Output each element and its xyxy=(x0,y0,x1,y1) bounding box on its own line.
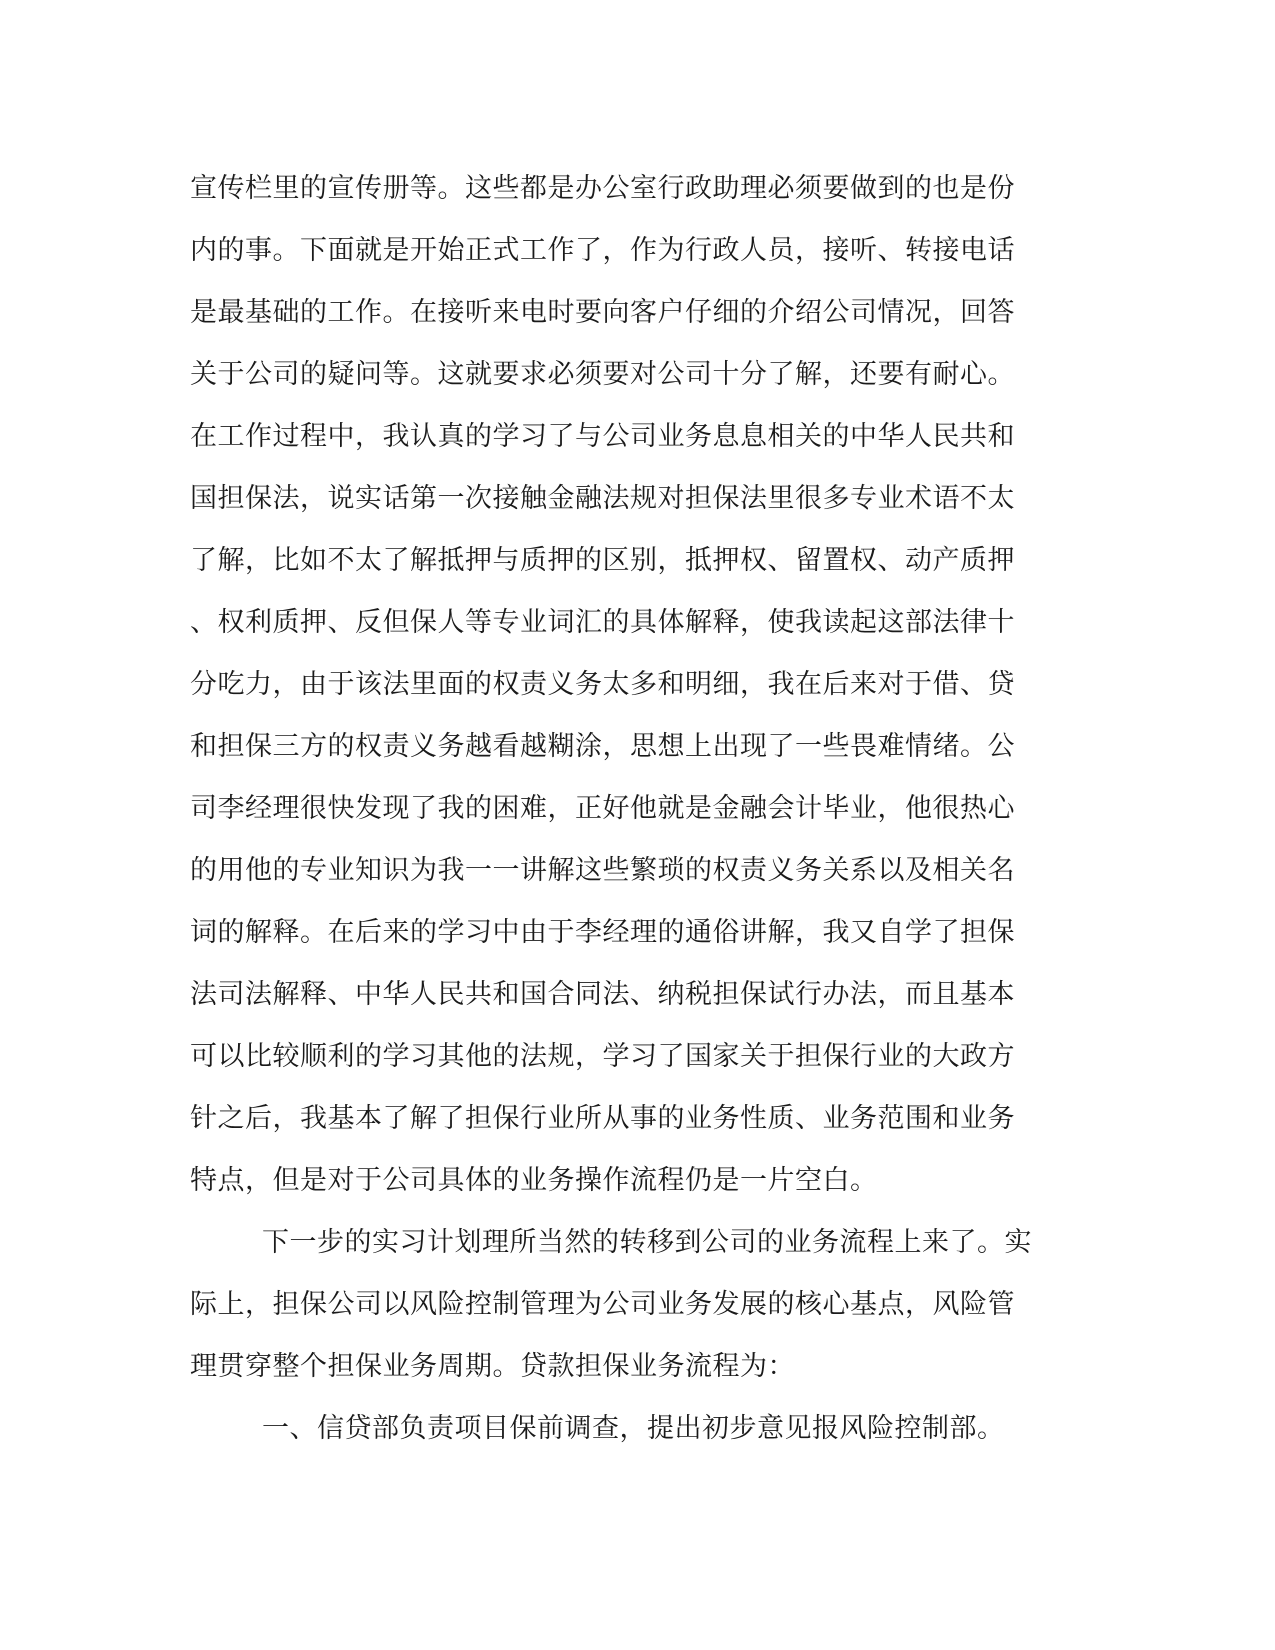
text-line: 、权利质押、反但保人等专业词汇的具体解释，使我读起这部法律十 xyxy=(190,607,1015,638)
text-line: 了解，比如不太了解抵押与质押的区别，抵押权、留置权、动产质押 xyxy=(190,545,1015,576)
paragraph-start-line: 下一步的实习计划理所当然的转移到公司的业务流程上来了。实 xyxy=(262,1227,1032,1258)
text-line: 际上，担保公司以风险控制管理为公司业务发展的核心基点，风险管 xyxy=(190,1289,1015,1320)
text-line: 宣传栏里的宣传册等。这些都是办公室行政助理必须要做到的也是份 xyxy=(190,173,1015,204)
text-line: 理贯穿整个担保业务周期。贷款担保业务流程为： xyxy=(190,1351,795,1382)
text-line: 国担保法，说实话第一次接触金融法规对担保法里很多专业术语不太 xyxy=(190,483,1015,514)
text-line: 司李经理很快发现了我的困难，正好他就是金融会计毕业，他很热心 xyxy=(190,793,1015,824)
text-line: 内的事。下面就是开始正式工作了，作为行政人员，接听、转接电话 xyxy=(190,235,1015,266)
text-line: 针之后，我基本了解了担保行业所从事的业务性质、业务范围和业务 xyxy=(190,1103,1015,1134)
text-line: 词的解释。在后来的学习中由于李经理的通俗讲解，我又自学了担保 xyxy=(190,917,1015,948)
text-line: 可以比较顺利的学习其他的法规，学习了国家关于担保行业的大政方 xyxy=(190,1041,1015,1072)
text-line: 分吃力，由于该法里面的权责义务太多和明细，我在后来对于借、贷 xyxy=(190,669,1015,700)
body-text xyxy=(190,158,1090,1460)
list-item-line: 一、信贷部负责项目保前调查，提出初步意见报风险控制部。 xyxy=(262,1413,1005,1444)
text-line: 和担保三方的权责义务越看越糊涂，思想上出现了一些畏难情绪。公 xyxy=(190,731,1015,762)
text-line: 是最基础的工作。在接听来电时要向客户仔细的介绍公司情况，回答 xyxy=(190,297,1015,328)
text-line: 特点，但是对于公司具体的业务操作流程仍是一片空白。 xyxy=(190,1165,878,1196)
text-line: 关于公司的疑问等。这就要求必须要对公司十分了解，还要有耐心。 xyxy=(190,359,1015,390)
text-line: 的用他的专业知识为我一一讲解这些繁琐的权责义务关系以及相关名 xyxy=(190,855,1015,886)
text-line: 在工作过程中，我认真的学习了与公司业务息息相关的中华人民共和 xyxy=(190,421,1015,452)
text-line: 法司法解释、中华人民共和国合同法、纳税担保试行办法，而且基本 xyxy=(190,979,1015,1010)
